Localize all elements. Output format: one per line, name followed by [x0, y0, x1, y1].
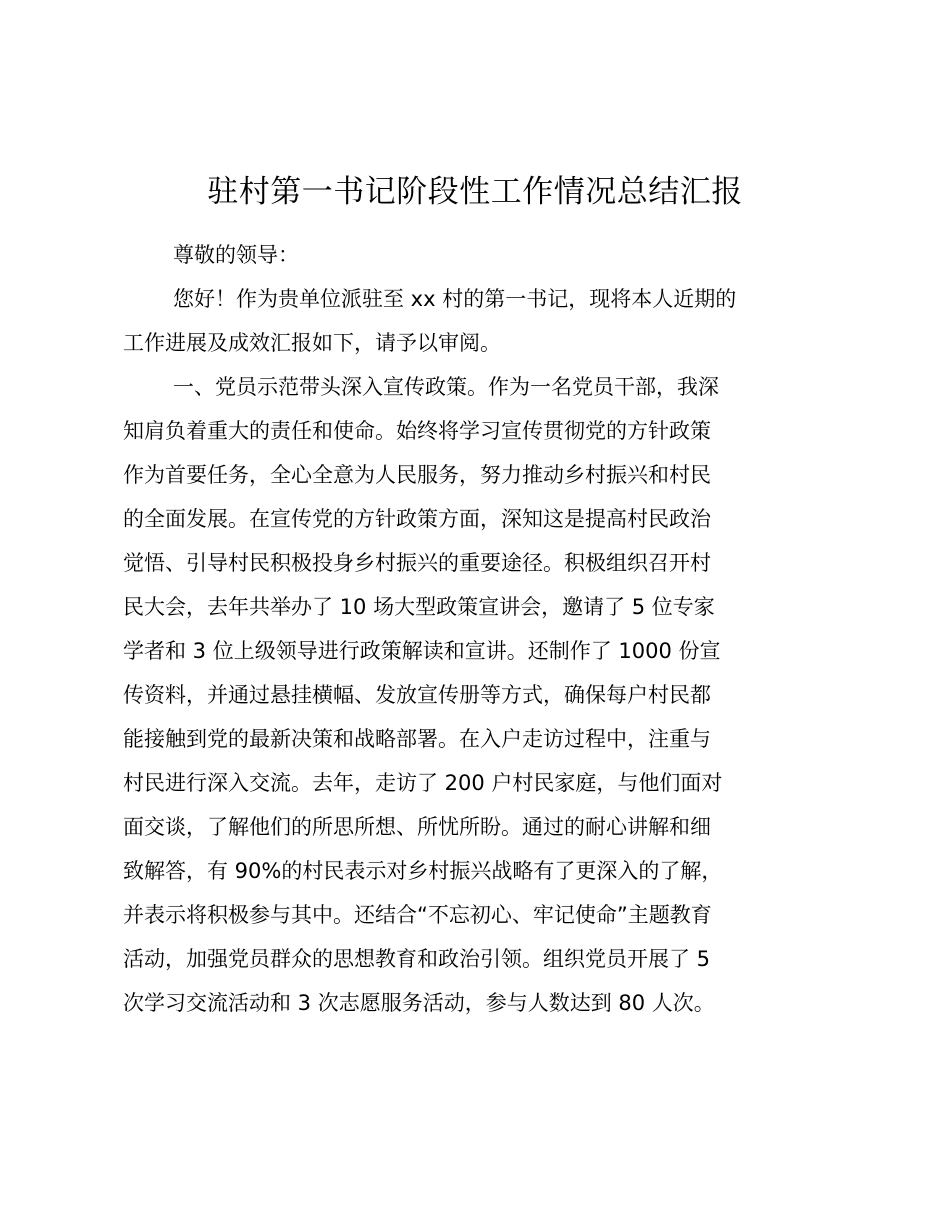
- paragraph-line: 次学习交流活动和 3 次志愿服务活动，参与人数达到 80 人次。: [123, 991, 715, 1015]
- paragraph-line: 传资料，并通过悬挂横幅、发放宣传册等方式，确保每户村民都: [123, 683, 711, 707]
- paragraph-line: 作为首要任务，全心全意为人民服务，努力推动乡村振兴和村民: [123, 463, 711, 487]
- paragraph-line: 一、党员示范带头深入宣传政策。作为一名党员干部，我深: [173, 375, 719, 399]
- paragraph-line: 并表示将积极参与其中。还结合“不忘初心、牢记使命”主题教育: [123, 903, 712, 927]
- paragraph-line: 您好！作为贵单位派驻至 xx 村的第一书记，现将本人近期的: [173, 287, 737, 311]
- paragraph-line: 面交谈，了解他们的所思所想、所忧所盼。通过的耐心讲解和细: [123, 815, 711, 839]
- paragraph-line: 能接触到党的最新决策和战略部署。在入户走访过程中，注重与: [123, 727, 711, 751]
- paragraph-line: 工作进展及成效汇报如下，请予以审阅。: [123, 331, 501, 355]
- paragraph-line: 觉悟、引导村民积极投身乡村振兴的重要途径。积极组织召开村: [123, 551, 711, 575]
- document-body: [123, 233, 833, 1025]
- paragraph-line: 的全面发展。在宣传党的方针政策方面，深知这是提高村民政治: [123, 507, 711, 531]
- document-title: 驻村第一书记阶段性工作情况总结汇报: [207, 174, 743, 210]
- paragraph-line: 民大会，去年共举办了 10 场大型政策宣讲会，邀请了 5 位专家: [123, 595, 715, 619]
- paragraph-line: 学者和 3 位上级领导进行政策解读和宣讲。还制作了 1000 份宣: [123, 639, 721, 663]
- salutation-line: 尊敬的领导：: [173, 243, 299, 267]
- paragraph-line: 村民进行深入交流。去年，走访了 200 户村民家庭，与他们面对: [123, 771, 723, 795]
- paragraph-line: 活动，加强党员群众的思想教育和政治引领。组织党员开展了 5: [123, 947, 711, 971]
- paragraph-line: 知肩负着重大的责任和使命。始终将学习宣传贯彻党的方针政策: [123, 419, 711, 443]
- paragraph-line: 致解答，有 90%的村民表示对乡村振兴战略有了更深入的了解，: [123, 859, 723, 883]
